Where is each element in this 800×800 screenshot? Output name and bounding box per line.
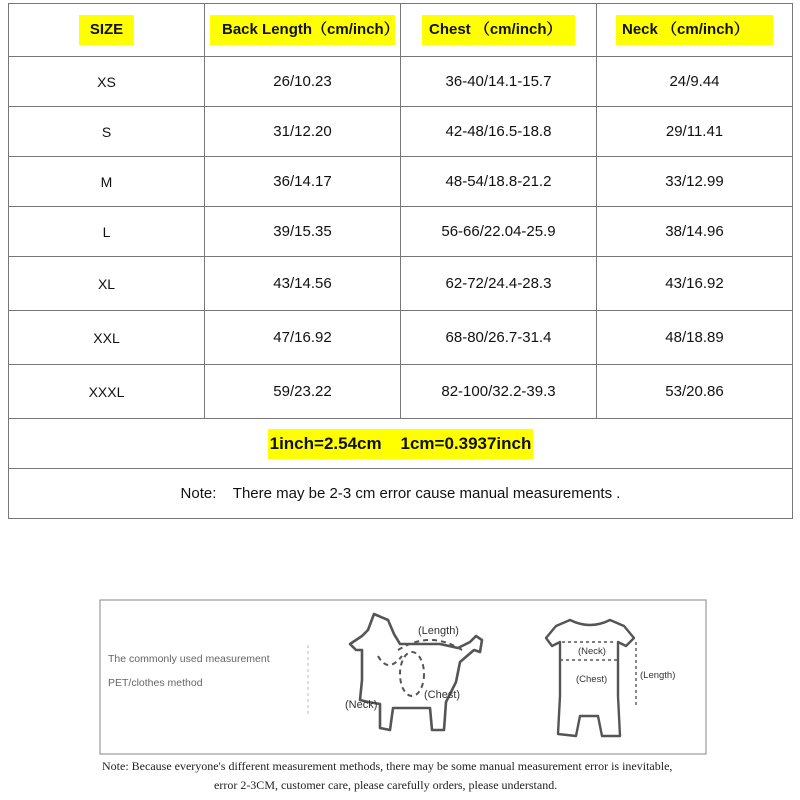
chest-cell: 48-54/18.8-21.2	[401, 157, 597, 207]
size-cell: L	[9, 207, 205, 257]
header-back-length-label: Back Length（cm/inch）	[210, 15, 395, 45]
header-chest	[401, 4, 597, 57]
conversion-row	[9, 419, 793, 469]
disclaimer-line2: error 2-3CM, customer care, please carefully orders, please understand.	[214, 778, 558, 792]
size-cell: M	[9, 157, 205, 207]
table-row	[9, 257, 793, 311]
header-chest-label: Chest （cm/inch）	[422, 15, 575, 45]
dog-chest-label: (Chest)	[424, 689, 461, 701]
back-length-cell: 26/10.23	[205, 57, 401, 107]
chest-cell: 82-100/32.2-39.3	[401, 365, 597, 419]
back-length-cell: 43/14.56	[205, 257, 401, 311]
neck-cell: 53/20.86	[597, 365, 793, 419]
header-back-length	[205, 4, 401, 57]
disclaimer-line1: Note: Because everyone's different measurement methods, there may be some manual measurement error is inevitable,	[102, 759, 673, 773]
table-row	[9, 207, 793, 257]
method-text-line2: PET/clothes method	[108, 677, 203, 689]
neck-cell: 38/14.96	[597, 207, 793, 257]
header-neck	[597, 4, 793, 57]
dog-neck-label: (Neck)	[345, 699, 378, 711]
garment-neck-label: (Neck)	[578, 646, 606, 657]
neck-cell: 43/16.92	[597, 257, 793, 311]
garment-length-label: (Length)	[640, 670, 676, 681]
neck-cell: 33/12.99	[597, 157, 793, 207]
chest-cell: 56-66/22.04-25.9	[401, 207, 597, 257]
method-text-line1: The commonly used measurement	[108, 653, 270, 665]
measurement-diagram	[0, 590, 800, 760]
table-row	[9, 157, 793, 207]
header-size	[9, 4, 205, 57]
chest-cell: 62-72/24.4-28.3	[401, 257, 597, 311]
back-length-cell: 36/14.17	[205, 157, 401, 207]
back-length-cell: 31/12.20	[205, 107, 401, 157]
neck-cell: 29/11.41	[597, 107, 793, 157]
table-row	[9, 311, 793, 365]
table-row	[9, 365, 793, 419]
back-length-cell: 59/23.22	[205, 365, 401, 419]
header-neck-label: Neck （cm/inch）	[616, 15, 773, 45]
size-cell: XS	[9, 57, 205, 107]
size-cell: XXXL	[9, 365, 205, 419]
disclaimer-caption	[102, 757, 722, 795]
conversion-cell	[9, 419, 793, 469]
size-cell: XXL	[9, 311, 205, 365]
chest-cell: 68-80/26.7-31.4	[401, 311, 597, 365]
conversion-text: 1inch=2.54cm 1cm=0.3937inch	[268, 429, 534, 459]
back-length-cell: 47/16.92	[205, 311, 401, 365]
back-length-cell: 39/15.35	[205, 207, 401, 257]
table-row	[9, 57, 793, 107]
table-row	[9, 107, 793, 157]
size-chart-table	[8, 3, 793, 519]
chest-cell: 42-48/16.5-18.8	[401, 107, 597, 157]
header-size-label: SIZE	[79, 15, 134, 45]
garment-chest-label: (Chest)	[576, 674, 608, 685]
note-row	[9, 469, 793, 519]
neck-cell: 24/9.44	[597, 57, 793, 107]
neck-cell: 48/18.89	[597, 311, 793, 365]
dog-length-label: (Length)	[418, 625, 459, 637]
size-cell: XL	[9, 257, 205, 311]
note-text: Note: There may be 2-3 cm error cause manual measurements .	[9, 469, 793, 519]
size-cell: S	[9, 107, 205, 157]
header-row	[9, 4, 793, 57]
chest-cell: 36-40/14.1-15.7	[401, 57, 597, 107]
